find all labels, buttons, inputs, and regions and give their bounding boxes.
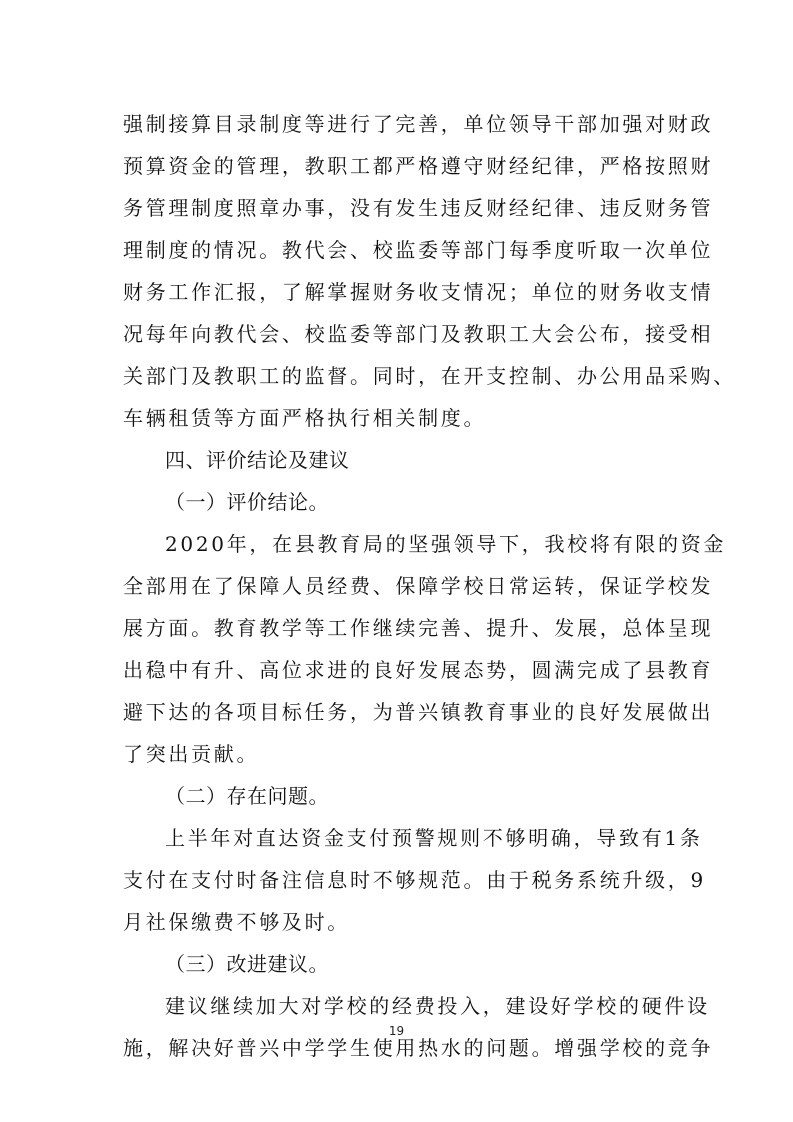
text-line: 全部用在了保障人员经费、保障学校日常运转，保证学校发 (123, 574, 714, 598)
body-text (123, 103, 736, 1069)
text-line: 建议继续加大对学校的经费投入，建设好学校的硬件设 (165, 994, 710, 1018)
text-line: 2020年，在县教育局的坚强领导下，我校将有限的资金 (165, 532, 727, 556)
text-line: 上半年对直达资金支付预警规则不够明确，导致有1条 (165, 826, 703, 850)
subsection-heading: （三）改进建议。 (165, 952, 329, 976)
text-line: 理制度的情况。教代会、校监委等部门每季度听取一次单位 (123, 238, 714, 262)
text-line: 避下达的各项目标任务，为普兴镇教育事业的良好发展做出 (123, 700, 714, 724)
text-line: 务管理制度照章办事，没有发生违反财经纪律、违反财务管 (123, 196, 714, 220)
text-line: 支付在支付时备注信息时不够规范。由于税务系统升级，9 (123, 868, 706, 892)
text-line: 财务工作汇报，了解掌握财务收支情况；单位的财务收支情 (123, 280, 714, 304)
section-heading: 四、评价结论及建议 (165, 448, 350, 472)
text-line: 施，解决好普兴中学学生使用热水的问题。增强学校的竞争 (123, 1036, 714, 1060)
text-line: 况每年向教代会、校监委等部门及教职工大会公布，接受相 (123, 322, 714, 346)
text-line: 关部门及教职工的监督。同时，在开支控制、办公用品采购、 (123, 364, 736, 388)
text-line: 出稳中有升、高位求进的良好发展态势，圆满完成了县教育 (123, 658, 714, 682)
text-line: 月社保缴费不够及时。 (123, 910, 350, 934)
text-line: 展方面。教育教学等工作继续完善、提升、发展，总体呈现 (123, 616, 714, 640)
text-line: 了突出贡献。 (123, 742, 260, 766)
subsection-heading: （二）存在问题。 (165, 784, 329, 808)
text-line: 车辆租赁等方面严格执行相关制度。 (123, 406, 487, 430)
subsection-heading: （一）评价结论。 (165, 490, 329, 514)
text-line: 预算资金的管理，教职工都严格遵守财经纪律，严格按照财 (123, 154, 714, 178)
page-number: 19 (388, 1024, 405, 1038)
text-line: 强制接算目录制度等进行了完善，单位领导干部加强对财政 (123, 112, 714, 136)
